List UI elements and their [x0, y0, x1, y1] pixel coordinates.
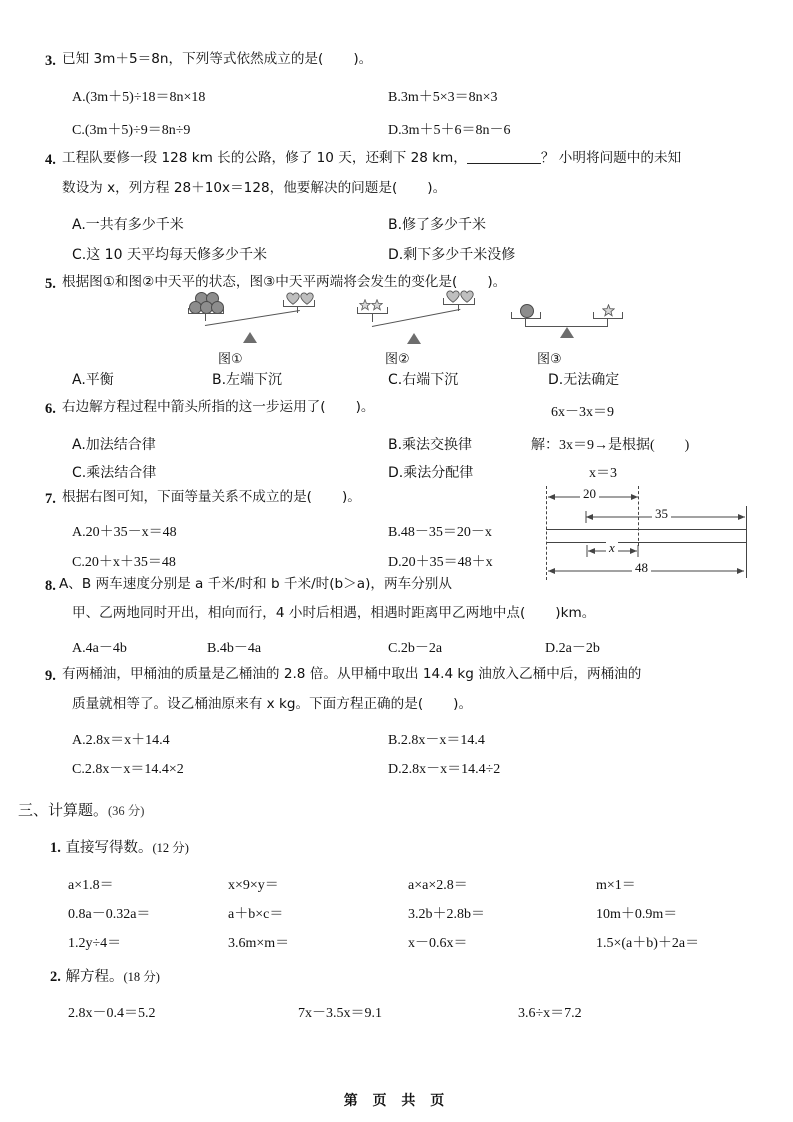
bar-bottom-edge [546, 542, 746, 543]
figure-1-label: 图① [218, 352, 243, 367]
question-6-option-b[interactable]: B.乘法交换律 [388, 437, 473, 453]
question-6-work-line3: x＝3 [589, 466, 617, 481]
section-3-points: (36 分) [108, 804, 145, 818]
subsection-1-heading [50, 836, 189, 857]
question-9-line1: 有两桶油，甲桶油的质量是乙桶油的 2.8 倍。从甲桶中取出 14.4 kg 油放入乙桶中后，两桶油的 [62, 666, 642, 682]
question-7-option-b[interactable]: B.48－35＝20－x [388, 525, 492, 540]
pan-tick [540, 312, 541, 318]
pan-tick [511, 312, 512, 318]
question-6-work-line2-b: 是根据( [608, 438, 655, 453]
pan-tick [474, 298, 475, 304]
question-3-option-b[interactable]: B.3m＋5×3＝8n×3 [388, 90, 498, 105]
question-8-line1: A、B 两车速度分别是 a 千米/时和 b 千米/时(b＞a)，两车分别从 [59, 576, 452, 592]
pan-bar-right [443, 304, 475, 305]
heart-weight-icon [286, 292, 300, 305]
pan-tick [283, 300, 284, 306]
question-6-stem-tail: )。 [355, 399, 375, 415]
question-9-number: 9. [45, 668, 56, 684]
pan-tick [314, 300, 315, 306]
calc-row1-col4: m×1＝ [596, 878, 636, 893]
question-4-line2-a: 数设为 x，列方程 28＋10x＝128，他要解决的问题是( [62, 180, 398, 196]
question-5-option-c[interactable]: C.右端下沉 [388, 372, 459, 388]
question-4-number: 4. [45, 152, 56, 168]
question-6-work-line2-a: 解：3x＝9 [531, 438, 594, 453]
pan-tick [223, 308, 224, 314]
star-weight-icon [371, 299, 383, 311]
fulcrum-icon [560, 327, 574, 338]
dimension-label-35: 35 [652, 506, 671, 522]
question-3-stem [62, 53, 372, 67]
equation-1: 2.8x－0.4＝5.2 [68, 1006, 156, 1021]
question-3-stem-tail: )。 [353, 51, 373, 67]
calc-row3-col3: x－0.6x＝ [408, 936, 468, 951]
question-6-number: 6. [45, 401, 56, 417]
question-4-option-b[interactable]: B.修了多少千米 [388, 217, 487, 233]
question-4-option-a[interactable]: A.一共有多少千米 [72, 217, 184, 233]
heart-weight-icon [300, 292, 314, 305]
question-9-line2-b: )。 [453, 696, 473, 712]
subsection-1-title: 直接写得数。 [65, 840, 153, 856]
page-footer: 第 页 共 页 [343, 1093, 450, 1109]
star-weight-icon [602, 304, 615, 317]
question-5-number: 5. [45, 276, 56, 292]
question-9-option-d[interactable]: D.2.8x－x＝14.4÷2 [388, 762, 501, 777]
subsection-2-heading [50, 965, 160, 986]
question-4-option-d[interactable]: D.剩下多少千米没修 [388, 247, 516, 263]
calc-row1-col2: x×9×y＝ [228, 878, 279, 893]
question-3-option-d[interactable]: D.3m＋5＋6＝8n－6 [388, 123, 511, 138]
pan-tick [387, 307, 388, 313]
arrow-right-icon: → [594, 438, 608, 453]
equation-2: 7x－3.5x＝9.1 [298, 1006, 382, 1021]
calc-row2-col4: 10m＋0.9m＝ [596, 907, 678, 922]
balance-beam [372, 309, 461, 328]
question-8-option-b[interactable]: B.4b－4a [207, 641, 262, 656]
calc-row3-col4: 1.5×(a＋b)＋2a＝ [596, 936, 700, 951]
question-6-stem-text: 右边解方程过程中箭头所指的这一步运用了( [62, 399, 326, 415]
question-7-option-d[interactable]: D.20＋35＝48＋x [388, 555, 493, 570]
subsection-2-number: 2. [50, 969, 61, 985]
question-7-stem-tail: )。 [342, 489, 361, 505]
pan-bar-right [283, 306, 315, 307]
question-4-option-c[interactable]: C.这 10 天平均每天修多少千米 [72, 247, 267, 263]
question-5-stem-text: 根据图①和图②中天平的状态，图③中天平两端将会发生的变化是( [62, 274, 458, 290]
question-9-option-a[interactable]: A.2.8x＝x＋14.4 [72, 733, 170, 748]
question-8-number: 8. [45, 578, 56, 594]
star-weight-icon [359, 299, 371, 311]
circle-weight-icon [520, 304, 534, 318]
question-9-line2 [72, 698, 472, 712]
question-6-work-line1: 6x－3x＝9 [551, 405, 614, 420]
figure-3-label: 图③ [537, 352, 562, 367]
question-5-stem [62, 276, 506, 290]
question-8-line2 [72, 607, 595, 621]
section-3-heading [18, 799, 144, 820]
question-5-option-d[interactable]: D.无法确定 [548, 372, 620, 388]
question-8-option-a[interactable]: A.4a－4b [72, 641, 127, 656]
equation-3: 3.6÷x＝7.2 [518, 1006, 582, 1021]
question-4-line1-a: 工程队要修一段 128 km 长的公路，修了 10 天，还剩下 28 km， [62, 150, 467, 166]
question-6-option-d[interactable]: D.乘法分配律 [388, 465, 474, 481]
question-9-line2-a: 质量就相等了。设乙桶油原来有 x kg。下面方程正确的是( [72, 696, 424, 712]
question-8-line2-a: 甲、乙两地同时开出，相向而行，4 小时后相遇，相遇时距离甲乙两地中点( [72, 605, 526, 621]
question-5-option-b[interactable]: B.左端下沉 [212, 372, 283, 388]
balance-figure-3 [508, 292, 638, 350]
dimension-label-20: 20 [580, 486, 599, 502]
pan-tick [188, 308, 189, 314]
pan-stem-left [205, 313, 206, 321]
calc-row1-col1: a×1.8＝ [68, 878, 114, 893]
subsection-2-title: 解方程。 [65, 969, 124, 985]
section-3-title: 三、计算题。 [18, 801, 109, 819]
pan-stem-left [372, 313, 373, 322]
question-6-option-a[interactable]: A.加法结合律 [72, 437, 156, 453]
pan-tick [593, 312, 594, 318]
calc-row2-col1: 0.8a－0.32a＝ [68, 907, 151, 922]
fulcrum-icon [407, 333, 421, 344]
bar-top-edge [546, 529, 746, 530]
question-7-stem-text: 根据右图可知，下面等量关系不成立的是( [62, 489, 312, 505]
question-6-work-line2 [531, 434, 689, 454]
question-9-option-c[interactable]: C.2.8x－x＝14.4×2 [72, 762, 184, 777]
question-6-work-line2-c: ) [684, 438, 690, 453]
calc-row3-col2: 3.6m×m＝ [228, 936, 290, 951]
question-5-stem-tail: )。 [487, 274, 507, 290]
question-5-option-a[interactable]: A.平衡 [72, 372, 114, 388]
question-3-option-c[interactable]: C.(3m＋5)÷9＝8n÷9 [72, 123, 191, 138]
question-4-line2-b: )。 [427, 180, 447, 196]
heart-weight-icon [460, 290, 474, 303]
question-6-stem [62, 401, 375, 415]
subsection-2-points: (18 分) [123, 970, 160, 984]
question-7-number: 7. [45, 491, 56, 507]
pan-stem-left [525, 318, 526, 326]
fill-blank[interactable] [467, 163, 541, 164]
balance-figure-1 [185, 292, 325, 350]
pan-stem-right [607, 318, 608, 326]
dimension-label-x: x [606, 540, 618, 556]
question-3-number: 3. [45, 53, 56, 69]
question-8-line2-b: )km。 [555, 605, 596, 621]
question-3-stem-text: 已知 3m＋5＝8n，下列等式依然成立的是( [62, 51, 324, 67]
pan-tick [357, 307, 358, 313]
question-7-stem [62, 491, 361, 505]
question-7-option-a[interactable]: A.20＋35－x＝48 [72, 525, 177, 540]
question-8-option-d[interactable]: D.2a－2b [545, 641, 600, 656]
figure-2-label: 图② [385, 352, 410, 367]
calc-row1-col3: a×a×2.8＝ [408, 878, 468, 893]
question-8-option-c[interactable]: C.2b－2a [388, 641, 443, 656]
dimension-label-48: 48 [632, 560, 651, 576]
pan-tick [622, 312, 623, 318]
segment-diagram [540, 484, 775, 584]
subsection-1-points: (12 分) [152, 841, 189, 855]
question-3-option-a[interactable]: A.(3m＋5)÷18＝8n×18 [72, 90, 206, 105]
question-9-option-b[interactable]: B.2.8x－x＝14.4 [388, 733, 485, 748]
question-6-option-c[interactable]: C.乘法结合律 [72, 465, 157, 481]
calc-row2-col3: 3.2b＋2.8b＝ [408, 907, 485, 922]
pan-tick [443, 298, 444, 304]
balance-figure-2 [355, 292, 485, 350]
question-7-option-c[interactable]: C.20＋x＋35＝48 [72, 555, 176, 570]
question-4-line2 [62, 182, 446, 196]
heart-weight-icon [446, 290, 460, 303]
subsection-1-number: 1. [50, 840, 61, 856]
question-4-line1 [62, 152, 681, 166]
question-4-line1-b: ？ 小明将问题中的未知 [540, 150, 682, 166]
calc-row3-col1: 1.2y÷4＝ [68, 936, 122, 951]
fulcrum-icon [243, 332, 257, 343]
calc-row2-col2: a＋b×c＝ [228, 907, 284, 922]
